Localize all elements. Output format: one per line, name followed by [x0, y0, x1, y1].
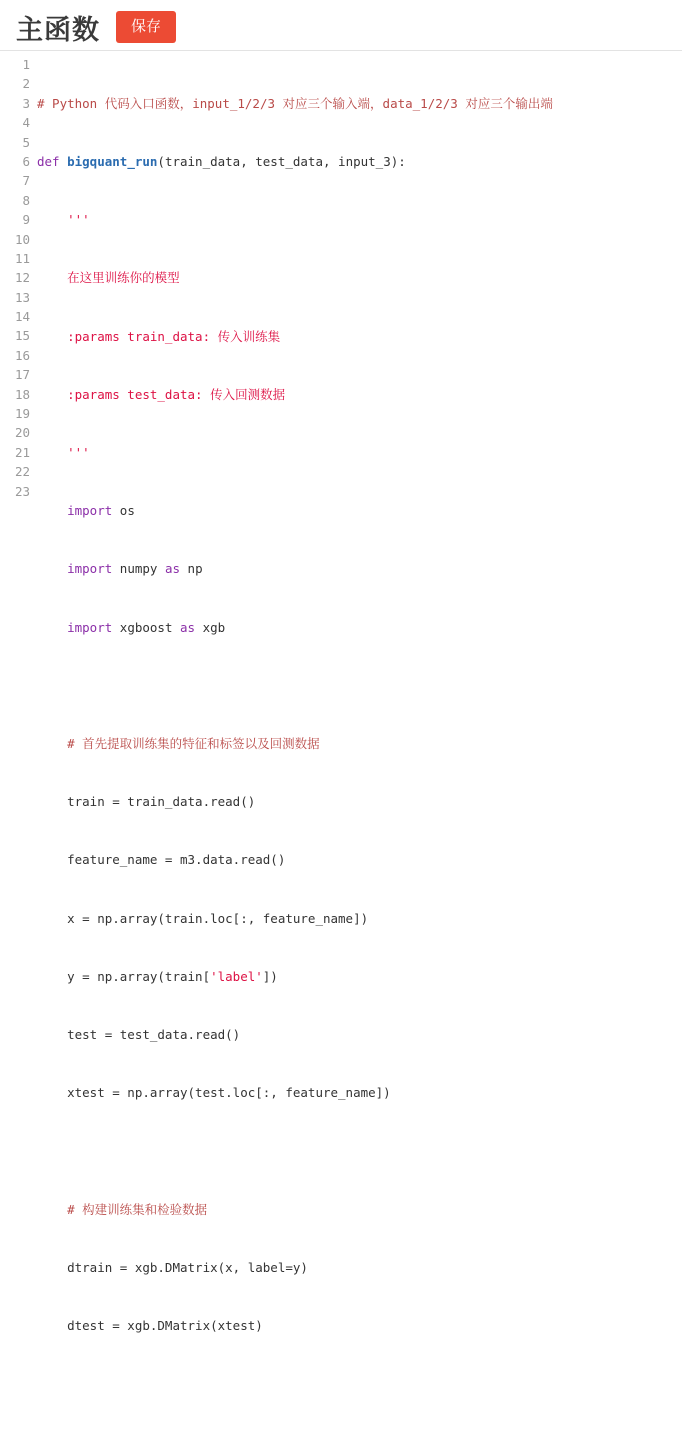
- code-line: def bigquant_run(train_data, test_data, input_3):: [37, 154, 406, 170]
- code-line: dtrain = xgb.DMatrix(x, label=y): [37, 1259, 308, 1275]
- code-editor[interactable]: [0, 51, 682, 1432]
- code-line: test = test_data.read(): [37, 1027, 241, 1043]
- code-line: train = train_data.read(): [37, 794, 256, 810]
- code-line: [37, 1141, 682, 1160]
- page-header: [0, 0, 682, 50]
- line-number: 4: [22, 115, 30, 131]
- code-line: ''': [37, 212, 90, 228]
- line-number: 6: [22, 153, 30, 169]
- code-line: import xgboost as xgb: [67, 619, 226, 635]
- line-number: 13: [14, 289, 30, 305]
- line-number: 2: [22, 76, 30, 92]
- code-line: y = np.array(train['label']): [37, 968, 278, 984]
- line-number: 9: [22, 212, 30, 228]
- code-line: import numpy as np: [67, 561, 203, 577]
- line-number: 11: [14, 250, 30, 266]
- code-content[interactable]: [37, 55, 682, 1432]
- code-line: x = np.array(train.loc[:, feature_name]): [37, 910, 369, 926]
- line-number: 18: [14, 386, 30, 402]
- line-number: 20: [14, 425, 30, 441]
- code-line: import os: [67, 503, 135, 519]
- line-number: 10: [14, 231, 30, 247]
- code-line: xtest = np.array(test.loc[:, feature_name]): [37, 1085, 391, 1101]
- code-line: ''': [37, 445, 90, 461]
- line-number: 15: [14, 328, 30, 344]
- code-line: # 首先提取训练集的特征和标签以及回测数据: [37, 736, 320, 752]
- line-number: 17: [14, 367, 30, 383]
- line-number: 14: [14, 309, 30, 325]
- line-number: 23: [14, 483, 30, 499]
- code-line: [37, 676, 682, 695]
- line-number: 7: [22, 173, 30, 189]
- code-line: [37, 1374, 682, 1393]
- page-title: 主函数: [16, 14, 100, 46]
- code-line: feature_name = m3.data.read(): [37, 852, 286, 868]
- line-number: 16: [14, 347, 30, 363]
- save-button[interactable]: 保存: [116, 11, 176, 43]
- code-line: :params train_data: 传入训练集: [37, 328, 281, 344]
- line-number: 21: [14, 444, 30, 460]
- code-line: 在这里训练你的模型: [37, 270, 180, 286]
- line-number: 12: [14, 270, 30, 286]
- line-number-gutter: [0, 55, 37, 1432]
- line-number: 1: [22, 57, 30, 72]
- line-number: 19: [14, 406, 30, 422]
- line-number: 5: [22, 134, 30, 150]
- line-number: 3: [22, 95, 30, 111]
- code-line: dtest = xgb.DMatrix(xtest): [37, 1318, 263, 1334]
- code-line: # Python 代码入口函数，input_1/2/3 对应三个输入端，data_1/2/3 对应三个输出端: [37, 95, 553, 111]
- code-line: :params test_data: 传入回测数据: [37, 386, 286, 402]
- code-line: # 构建训练集和检验数据: [37, 1201, 208, 1217]
- line-number: 22: [14, 464, 30, 480]
- line-number: 8: [22, 192, 30, 208]
